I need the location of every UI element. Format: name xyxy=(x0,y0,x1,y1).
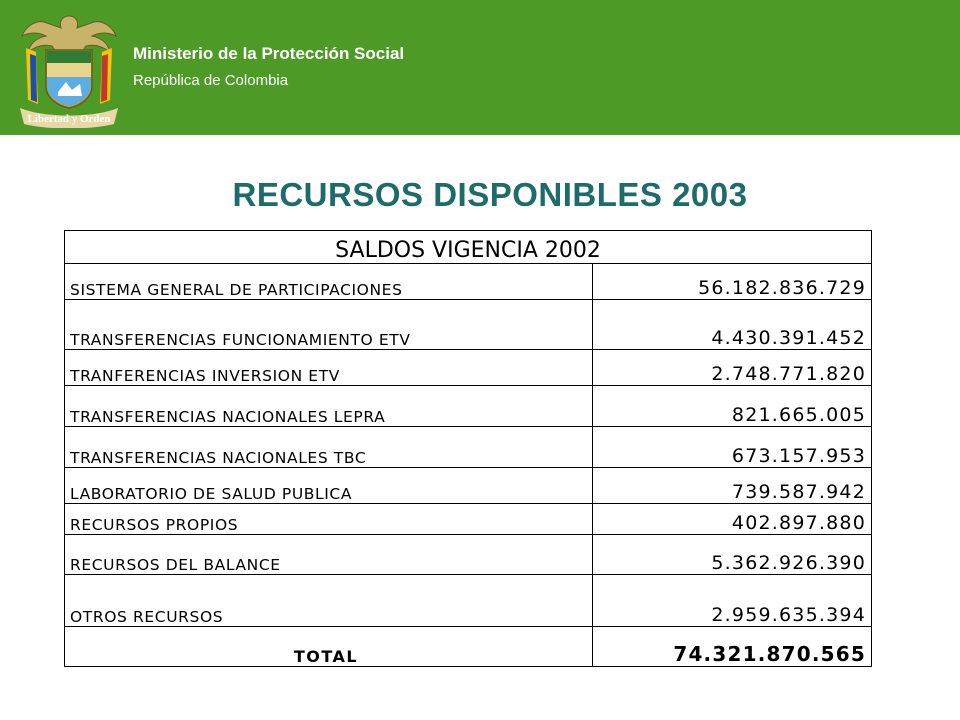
row-value: 4.430.391.452 xyxy=(593,300,872,350)
row-label: TRANFERENCIAS INVERSION ETV xyxy=(65,350,593,386)
total-value: 74.321.870.565 xyxy=(593,627,872,667)
row-value: 5.362.926.390 xyxy=(593,535,872,575)
table-caption: SALDOS VIGENCIA 2002 xyxy=(65,231,872,264)
header-bar xyxy=(0,0,960,135)
row-label: LABORATORIO DE SALUD PUBLICA xyxy=(65,468,593,504)
table-row xyxy=(65,468,872,504)
country-name: República de Colombia xyxy=(133,72,289,89)
page-title: RECURSOS DISPONIBLES 2003 xyxy=(232,176,748,213)
table-row xyxy=(65,575,872,627)
row-value: 821.665.005 xyxy=(593,386,872,427)
table-row xyxy=(65,504,872,535)
table-row xyxy=(65,386,872,427)
table-row xyxy=(65,427,872,468)
row-value: 739.587.942 xyxy=(593,468,872,504)
row-value: 56.182.836.729 xyxy=(593,264,872,300)
table-row xyxy=(65,264,872,300)
table-row xyxy=(65,535,872,575)
row-label: RECURSOS PROPIOS xyxy=(65,504,593,535)
table-row xyxy=(65,300,872,350)
row-value: 2.748.771.820 xyxy=(593,350,872,386)
row-label: TRANSFERENCIAS NACIONALES TBC xyxy=(65,427,593,468)
row-label: TRANSFERENCIAS FUNCIONAMIENTO ETV xyxy=(65,300,593,350)
row-value: 673.157.953 xyxy=(593,427,872,468)
row-label: OTROS RECURSOS xyxy=(65,575,593,627)
row-value: 402.897.880 xyxy=(593,504,872,535)
total-label: TOTAL xyxy=(65,627,593,667)
row-label: TRANSFERENCIAS NACIONALES LEPRA xyxy=(65,386,593,427)
table-row xyxy=(65,350,872,386)
ministry-name: Ministerio de la Protección Social xyxy=(133,44,405,63)
row-label: SISTEMA GENERAL DE PARTICIPACIONES xyxy=(65,264,593,300)
row-label: RECURSOS DEL BALANCE xyxy=(65,535,593,575)
row-value: 2.959.635.394 xyxy=(593,575,872,627)
coat-of-arms-icon xyxy=(14,8,124,128)
motto-text: Libertad y Orden xyxy=(27,113,111,125)
resources-table xyxy=(64,230,872,667)
total-row xyxy=(65,627,872,667)
